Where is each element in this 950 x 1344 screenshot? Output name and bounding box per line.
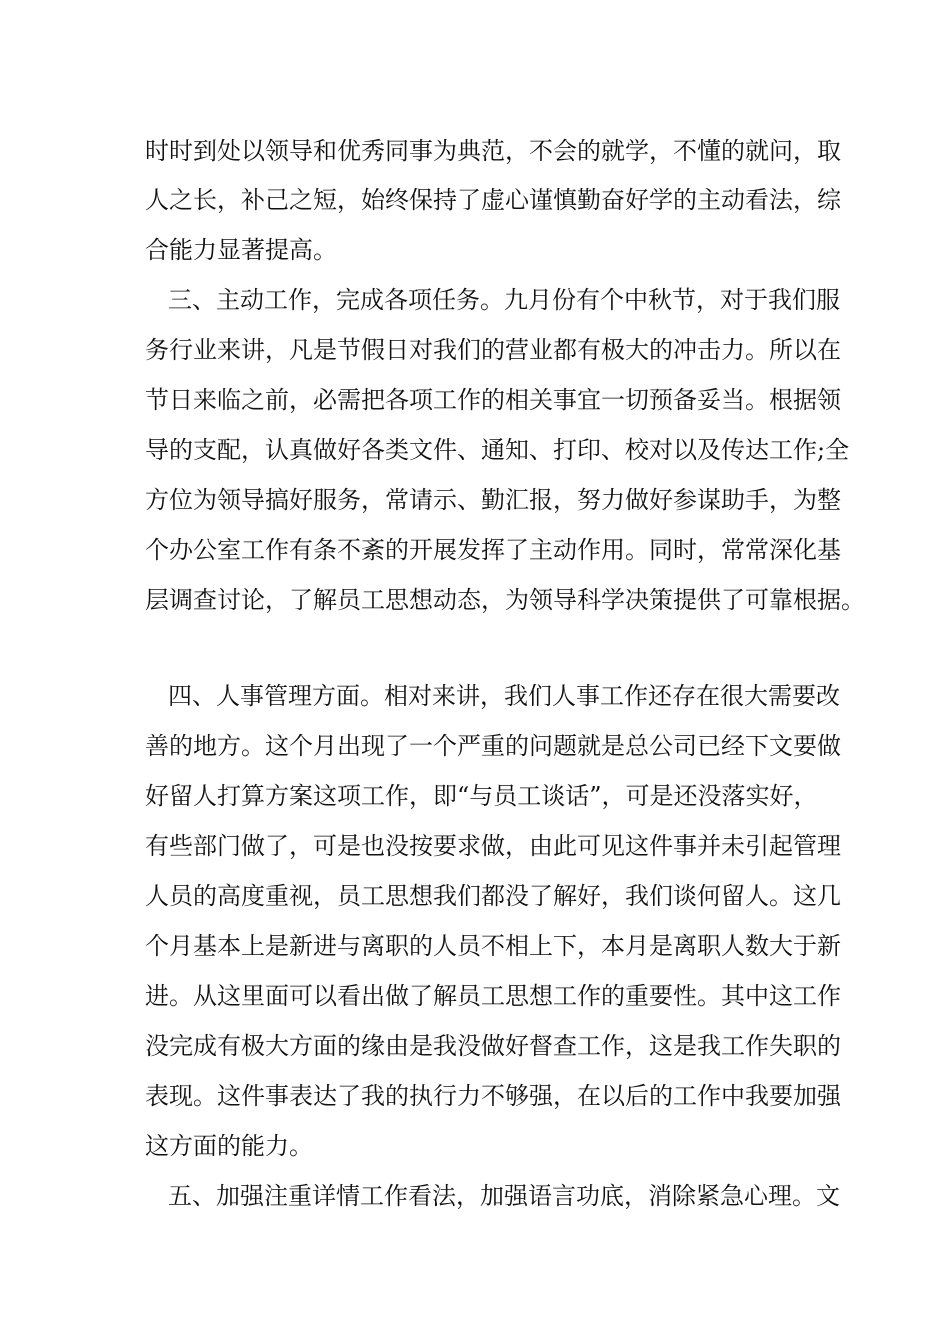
text-line: 表现。这件事表达了我的执行力不够强，在以后的工作中我要加强 <box>145 1082 841 1110</box>
text-line: 好留人打算方案这项工作，即“与员工谈话”，可是还没落实好， <box>145 782 818 810</box>
text-line: 时时到处以领导和优秀同事为典范，不会的就学，不懂的就问，取 <box>145 137 841 165</box>
text-line: 善的地方。这个月出现了一个严重的问题就是总公司已经下文要做 <box>145 732 841 760</box>
text-line: 节日来临之前，必需把各项工作的相关事宜一切预备妥当。根据领 <box>145 386 841 414</box>
text-line: 三、主动工作，完成各项任务。九月份有个中秋节，对于我们服 <box>168 286 840 314</box>
text-line: 进。从这里面可以看出做了解员工思想工作的重要性。其中这工作 <box>145 982 841 1010</box>
text-line: 有些部门做了，可是也没按要求做，由此可见这件事并未引起管理 <box>145 832 841 860</box>
text-line: 这方面的能力。 <box>145 1132 313 1160</box>
text-line: 层调查讨论，了解员工思想动态，为领导科学决策提供了可靠根据。 <box>145 586 865 614</box>
text-line: 合能力显著提高。 <box>145 236 337 264</box>
text-line: 人员的高度重视，员工思想我们都没了解好，我们谈何留人。这几 <box>145 882 841 910</box>
text-line: 务行业来讲，凡是节假日对我们的营业都有极大的冲击力。所以在 <box>145 336 841 364</box>
text-line: 方位为领导搞好服务，常请示、勤汇报，努力做好参谋助手，为整 <box>145 486 841 514</box>
text-line: 没完成有极大方面的缘由是我没做好督查工作，这是我工作失职的 <box>145 1032 841 1060</box>
text-line: 个月基本上是新进与离职的人员不相上下，本月是离职人数大于新 <box>145 932 841 960</box>
text-line: 导的支配，认真做好各类文件、通知、打印、校对以及传达工作;全 <box>145 436 850 464</box>
text-line: 五、加强注重详情工作看法，加强语言功底，消除紧急心理。文 <box>168 1182 840 1210</box>
text-line: 个办公室工作有条不紊的开展发挥了主动作用。同时，常常深化基 <box>145 536 841 564</box>
text-line: 人之长，补己之短，始终保持了虚心谨慎勤奋好学的主动看法，综 <box>145 186 841 214</box>
text-line: 四、人事管理方面。相对来讲，我们人事工作还存在很大需要改 <box>168 682 840 710</box>
